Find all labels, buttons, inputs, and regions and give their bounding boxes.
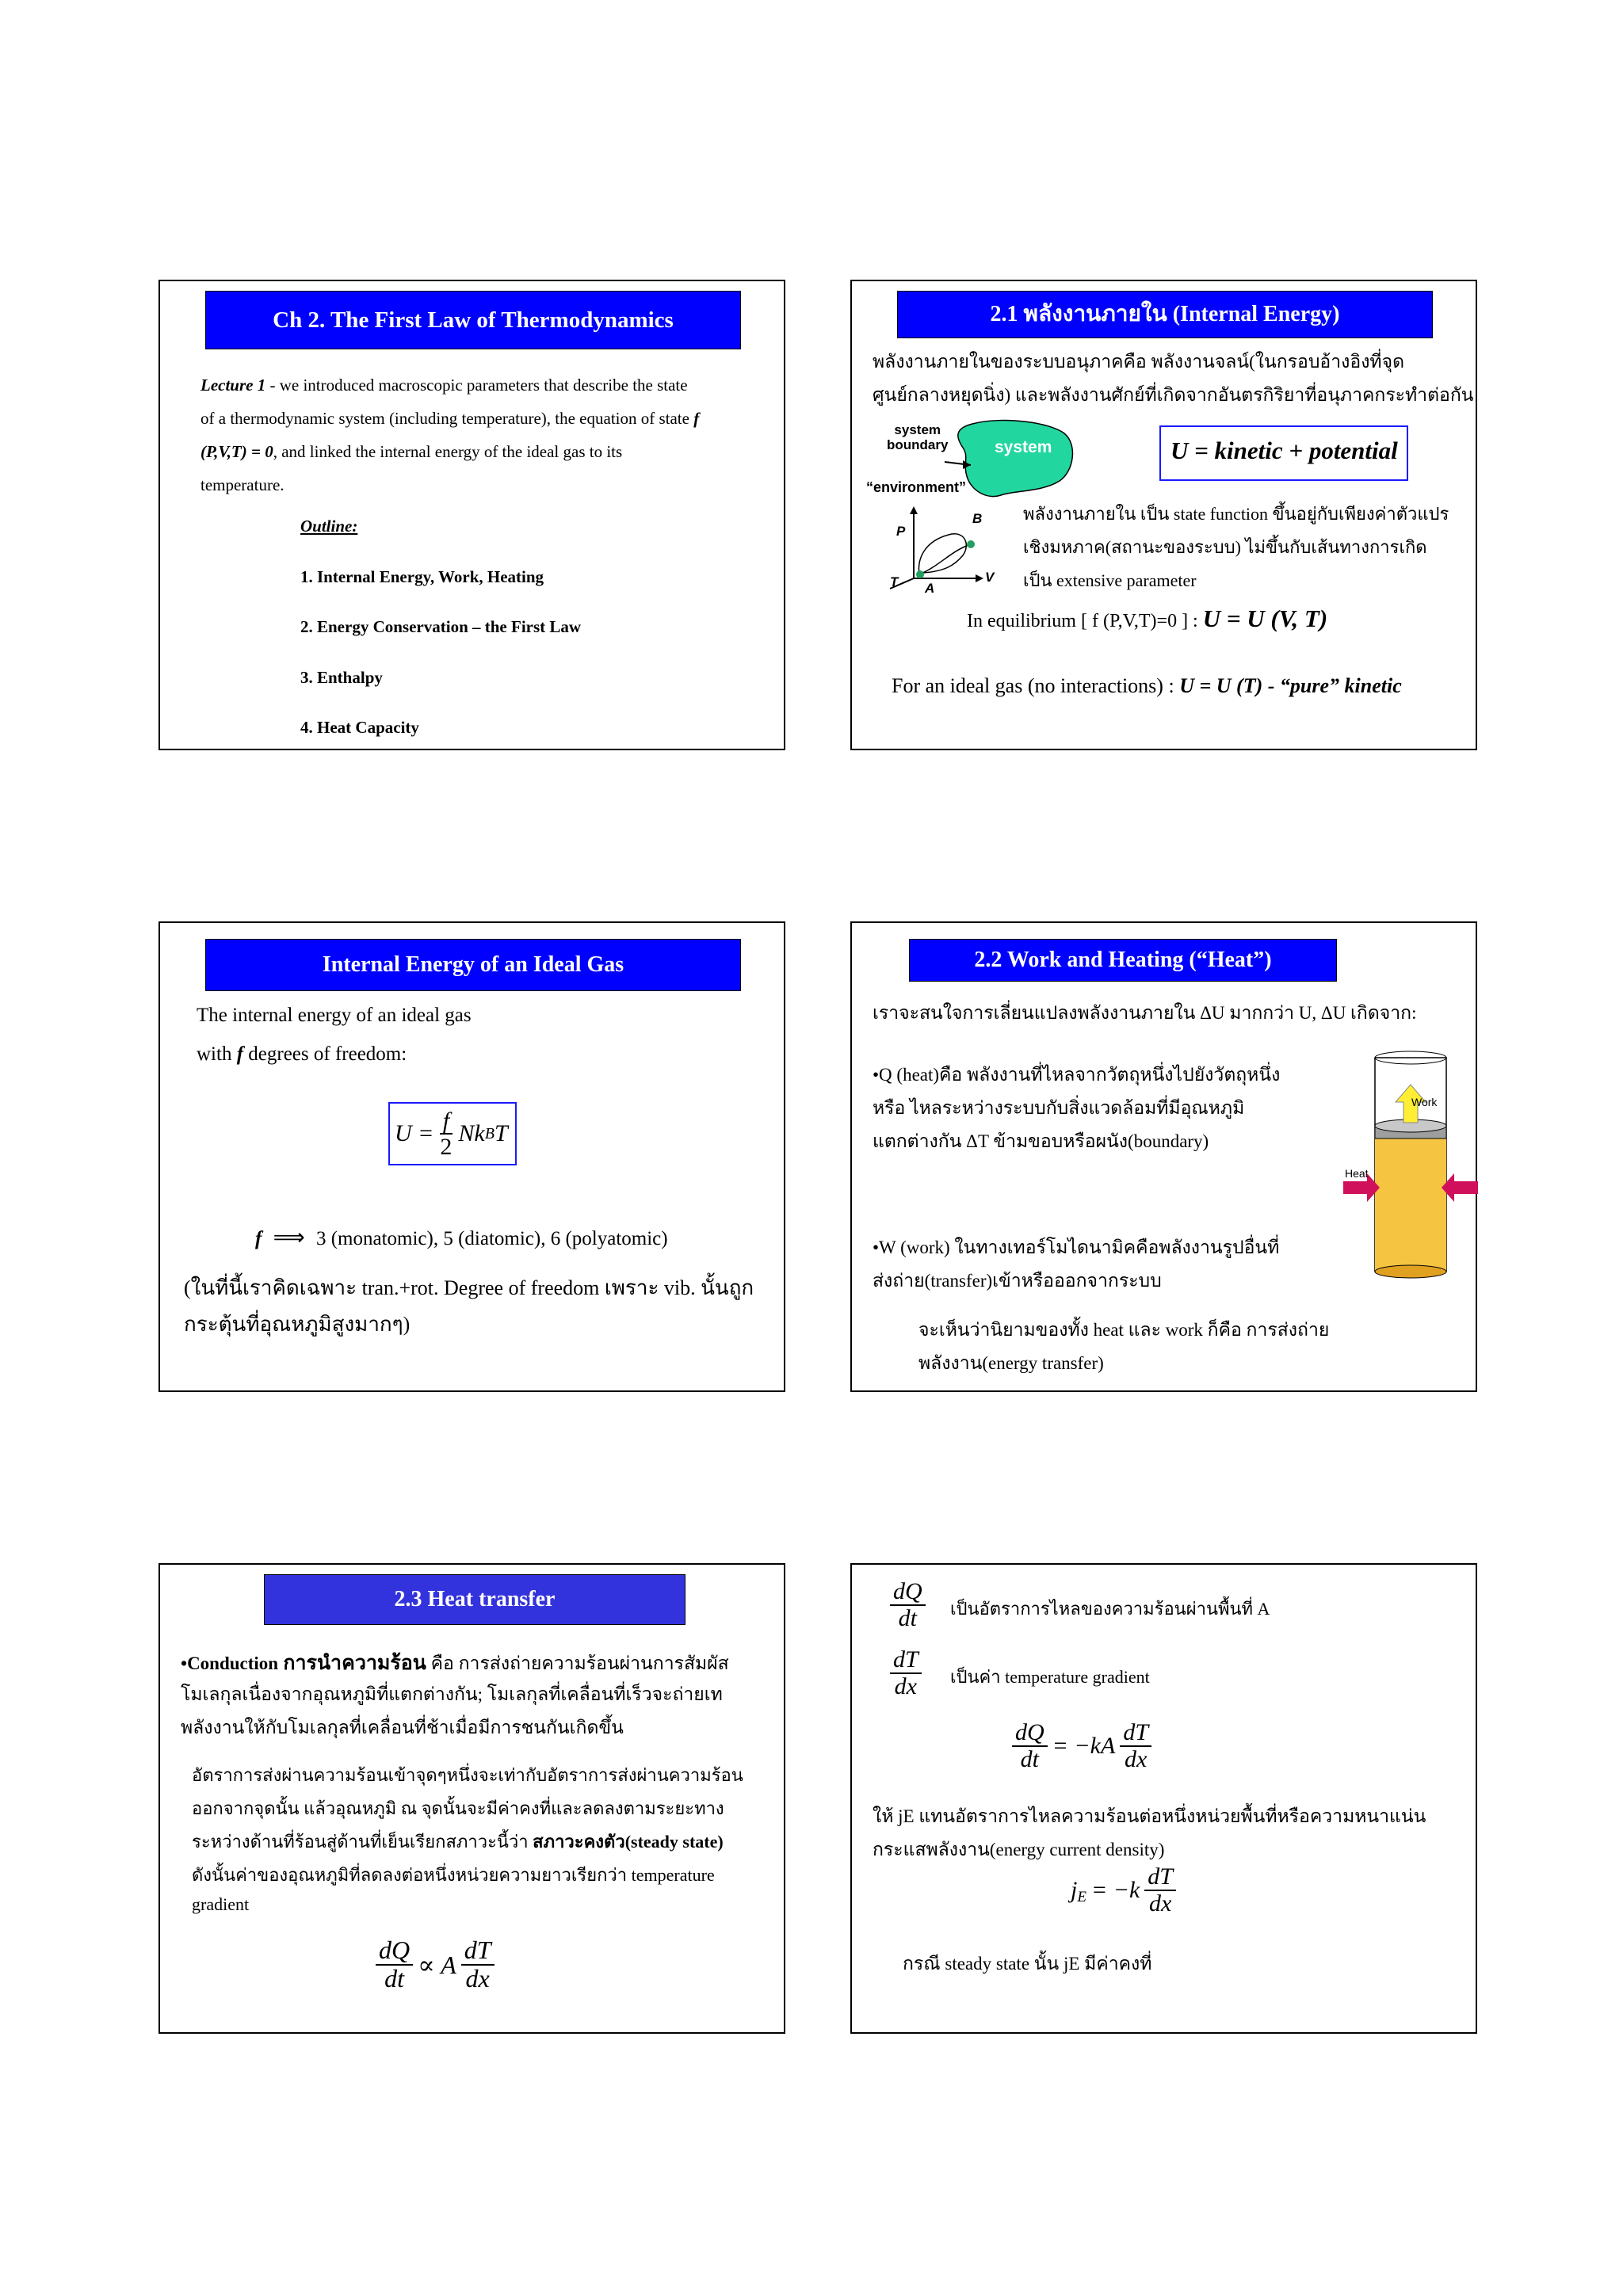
eq-fraction	[376, 1937, 413, 1992]
lecture-lead: Lecture 1	[200, 376, 266, 395]
q-line: หรือ ไหลระหว่างระบบกับสิ่งแวดล้อมที่มีอุณหภูมิ	[873, 1098, 1245, 1118]
para-text: ระหว่างด้านที่ร้อนสู่ด้านที่เย็นเรียกสภาวะนี้ว่า	[192, 1832, 533, 1852]
intro-text: degrees of freedom:	[243, 1043, 407, 1065]
slide-title: Internal Energy of an Ideal Gas	[205, 939, 741, 991]
ideal-gas-text: For an ideal gas (no interactions) :	[892, 674, 1174, 697]
slide-3	[158, 921, 785, 1392]
eq-lhs: U =	[395, 1120, 434, 1146]
w-line: •W (work) ในทางเทอร์โมไดนามิคคือพลังงานรูปอื่นที่	[873, 1238, 1280, 1257]
equilibrium-line	[967, 605, 1327, 633]
intro-line	[197, 1043, 407, 1066]
eq-lhs: j	[1071, 1876, 1078, 1903]
slide-title: Ch 2. The First Law of Thermodynamics	[205, 291, 741, 349]
eq-num: f	[440, 1108, 453, 1135]
eq-fraction	[890, 1647, 922, 1699]
lecture-f: f	[693, 409, 700, 428]
heat-label: Heat	[1345, 1167, 1369, 1180]
para-line: ออกจากจุดนั้น แล้วอุณหภูมิ ณ จุดนั้นจะมีค่าคงที่และลดลงตามระยะทาง	[192, 1798, 724, 1818]
bullet: •	[181, 1653, 188, 1673]
implies-arrow: ⟹	[273, 1224, 305, 1250]
conduction-line: พลังงานให้กับโมเลกุลที่เคลื่อนที่ช้าเมื่อมีการชนกันเกิดขึ้น	[181, 1718, 624, 1737]
slide-5	[158, 1563, 785, 2034]
dt-definition	[890, 1647, 922, 1699]
slide-6	[850, 1563, 1477, 2034]
energy-current-formula	[1071, 1864, 1176, 1916]
state-line: เป็น extensive parameter	[1023, 570, 1197, 590]
dof-f: f	[236, 1043, 244, 1065]
slide-4	[850, 921, 1477, 1392]
formula-text: U = kinetic + potential	[1170, 437, 1398, 464]
lecture-line: temperature.	[200, 475, 285, 494]
outline-item: 3. Enthalpy	[300, 668, 383, 687]
eq-den: dx	[894, 1672, 917, 1699]
eq-t: T	[494, 1120, 508, 1146]
eq-fraction	[437, 1108, 455, 1160]
eq-num: dQ	[890, 1579, 926, 1606]
axis-t-label: T	[890, 574, 899, 589]
eq-sub: B	[484, 1124, 495, 1142]
w-line: ส่งถ่าย(transfer)เข้าหรือออกจากระบบ	[873, 1271, 1162, 1291]
outline-item: 2. Energy Conservation – the First Law	[300, 617, 582, 636]
work-label: Work	[1411, 1096, 1438, 1108]
eq-den: dt	[384, 1963, 404, 1993]
eq-den: 2	[440, 1134, 453, 1160]
para-line: ดังนั้นค่าของอุณหภูมิที่ลดลงต่อหนึ่งหน่วยความยาวเรียกว่า temperature	[192, 1865, 715, 1885]
eq-num: dQ	[376, 1937, 413, 1966]
eq-den: dx	[465, 1963, 490, 1993]
dof-line	[255, 1224, 668, 1250]
lecture-line: - we introduced macroscopic parameters that describe the state	[265, 376, 688, 395]
eq-fraction	[1144, 1864, 1176, 1916]
lecture-line: of a thermodynamic system (including temperature), the equation of state	[200, 409, 689, 428]
dof-text: 3 (monatomic), 5 (diatomic), 6 (polyatomic)	[315, 1228, 668, 1249]
dq-text: เป็นอัตราการไหลของความร้อนผ่านพื้นที่ A	[950, 1599, 1270, 1619]
axis-v-label: V	[985, 570, 995, 585]
equilibrium-eq: U = U (V, T)	[1202, 605, 1328, 632]
para-line	[192, 1828, 724, 1855]
conclusion-line: พลังงาน(energy transfer)	[918, 1353, 1104, 1373]
intro-line: เราจะสนใจการเลี่ยนแปลงพลังงานภายใน ΔU มากกว่า U, ΔU เกิดจาก:	[873, 1003, 1417, 1023]
q-line: •Q (heat)คือ พลังงานที่ไหลจากวัตถุหนึ่งไปยังวัตถุหนึ่ง	[873, 1065, 1281, 1085]
slide-title: 2.2 Work and Heating (“Heat”)	[909, 939, 1337, 982]
system-boundary-label: system boundary	[887, 422, 949, 452]
point-a-label: A	[925, 581, 935, 596]
axis-p-label: P	[896, 524, 906, 539]
intro-line: ศูนย์กลางหยุดนิ่ง) และพลังงานศักย์ที่เกิดจากอันตรกิริยาที่อนุภาคกระทำต่อกัน	[873, 385, 1474, 405]
proportional-formula	[376, 1937, 495, 1992]
intro-text: with	[197, 1043, 237, 1065]
eq-fraction	[1120, 1720, 1151, 1772]
q-line: แตกต่างกัน ΔT ข้ามขอบหรือผนัง(boundary)	[873, 1131, 1209, 1151]
intro-line: The internal energy of an ideal gas	[197, 1005, 472, 1026]
eq-prop: ∝ A	[418, 1950, 456, 1979]
lecture-text	[200, 368, 699, 502]
eq-sub: E	[1077, 1888, 1086, 1905]
intro-line: พลังงานภายในของระบบอนุภาคคือ พลังงานจลน์(ในกรอบอ้างอิงที่จุด	[873, 352, 1405, 372]
ideal-gas-formula	[395, 1104, 508, 1164]
outline-item: 1. Internal Energy, Work, Heating	[300, 567, 544, 586]
slide-2	[850, 280, 1477, 750]
environment-label: “environment”	[866, 479, 967, 495]
para-line: อัตราการส่งผ่านความร้อนเข้าจุดๆหนึ่งจะเท่ากับอัตราการส่งผ่านความร้อน	[192, 1765, 743, 1785]
dt-text: เป็นค่า temperature gradient	[950, 1667, 1150, 1687]
conduction-rest: คือ การส่งถ่ายความร้อนผ่านการสัมผัส	[426, 1653, 729, 1673]
eq-num: dT	[1144, 1864, 1176, 1891]
slide-title: 2.1 พลังงานภายใน (Internal Energy)	[897, 291, 1433, 338]
eq-num: dT	[1120, 1720, 1151, 1747]
lecture-eq: (P,V,T) = 0	[200, 442, 273, 461]
eq-den: dt	[898, 1604, 917, 1631]
je-line: ให้ jE แทนอัตราการไหลความร้อนต่อหนึ่งหน่วยพื้นที่หรือความหนาแน่น	[873, 1806, 1426, 1826]
eq-num: dT	[890, 1647, 922, 1674]
point-b-label: B	[972, 511, 983, 526]
eq-fraction	[1012, 1720, 1048, 1772]
conduction-th: การนำความร้อน	[278, 1653, 426, 1674]
dq-definition	[890, 1579, 926, 1630]
conduction-en: Conduction	[187, 1653, 279, 1673]
conduction-line	[181, 1647, 729, 1679]
note-line: (ในที่นี้เราคิดเฉพาะ tran.+rot. Degree of freedom เพราะ vib. นั้นถูก	[184, 1276, 754, 1299]
dof-f: f	[255, 1228, 262, 1249]
steady-state-term: สภาวะคงตัว(steady state)	[533, 1832, 724, 1852]
slide-1	[158, 280, 785, 750]
ideal-gas-line	[892, 674, 1402, 698]
eq-fraction	[461, 1937, 495, 1992]
steady-text: กรณี steady state นั้น jE มีค่าคงที่	[903, 1954, 1152, 1974]
je-line: กระแสพลังงาน(energy current density)	[873, 1840, 1165, 1859]
conduction-line: โมเลกุลเนื่องจากอุณหภูมิที่แตกต่างกัน; โมเลกุลที่เคลื่อนที่เร็วจะถ่ายเท	[181, 1684, 723, 1704]
para-line: gradient	[192, 1894, 250, 1914]
note-line: กระตุ้นที่อุณหภูมิสูงมากๆ)	[184, 1313, 411, 1336]
equilibrium-text: In equilibrium [ f (P,V,T)=0 ] :	[967, 611, 1198, 631]
state-line: เชิงมหภาค(สถานะของระบบ) ไม่ขึ้นกับเส้นทางการเกิด	[1023, 537, 1427, 557]
eq-mid: = −kA	[1052, 1732, 1116, 1759]
eq-rhs: Nk	[458, 1120, 485, 1146]
lecture-line: , and linked the internal energy of the ideal gas to its	[273, 442, 623, 461]
eq-den: dx	[1148, 1890, 1172, 1917]
ideal-gas-eq: U = U (T) - “pure” kinetic	[1179, 674, 1402, 697]
outline-item: 4. Heat Capacity	[300, 718, 419, 737]
eq-num: dQ	[1012, 1720, 1048, 1747]
piston-cylinder-diagram	[1343, 1050, 1470, 1280]
outline-label: Outline:	[300, 517, 358, 536]
eq-mid: = −k	[1090, 1876, 1140, 1903]
eq-den: dt	[1020, 1745, 1039, 1772]
system-label: system	[995, 438, 1052, 456]
eq-num: dT	[461, 1937, 495, 1966]
conclusion-line: จะเห็นว่านิยามของทั้ง heat และ work ก็คือ การส่งถ่าย	[918, 1320, 1330, 1340]
state-line: พลังงานภายใน เป็น state function ขึ้นอยู่กับเพียงค่าตัวแปร	[1023, 504, 1449, 524]
slide-title: 2.3 Heat transfer	[264, 1574, 685, 1625]
eq-fraction	[890, 1579, 926, 1630]
eq-den: dx	[1124, 1745, 1148, 1772]
fourier-law-formula	[1012, 1720, 1151, 1772]
